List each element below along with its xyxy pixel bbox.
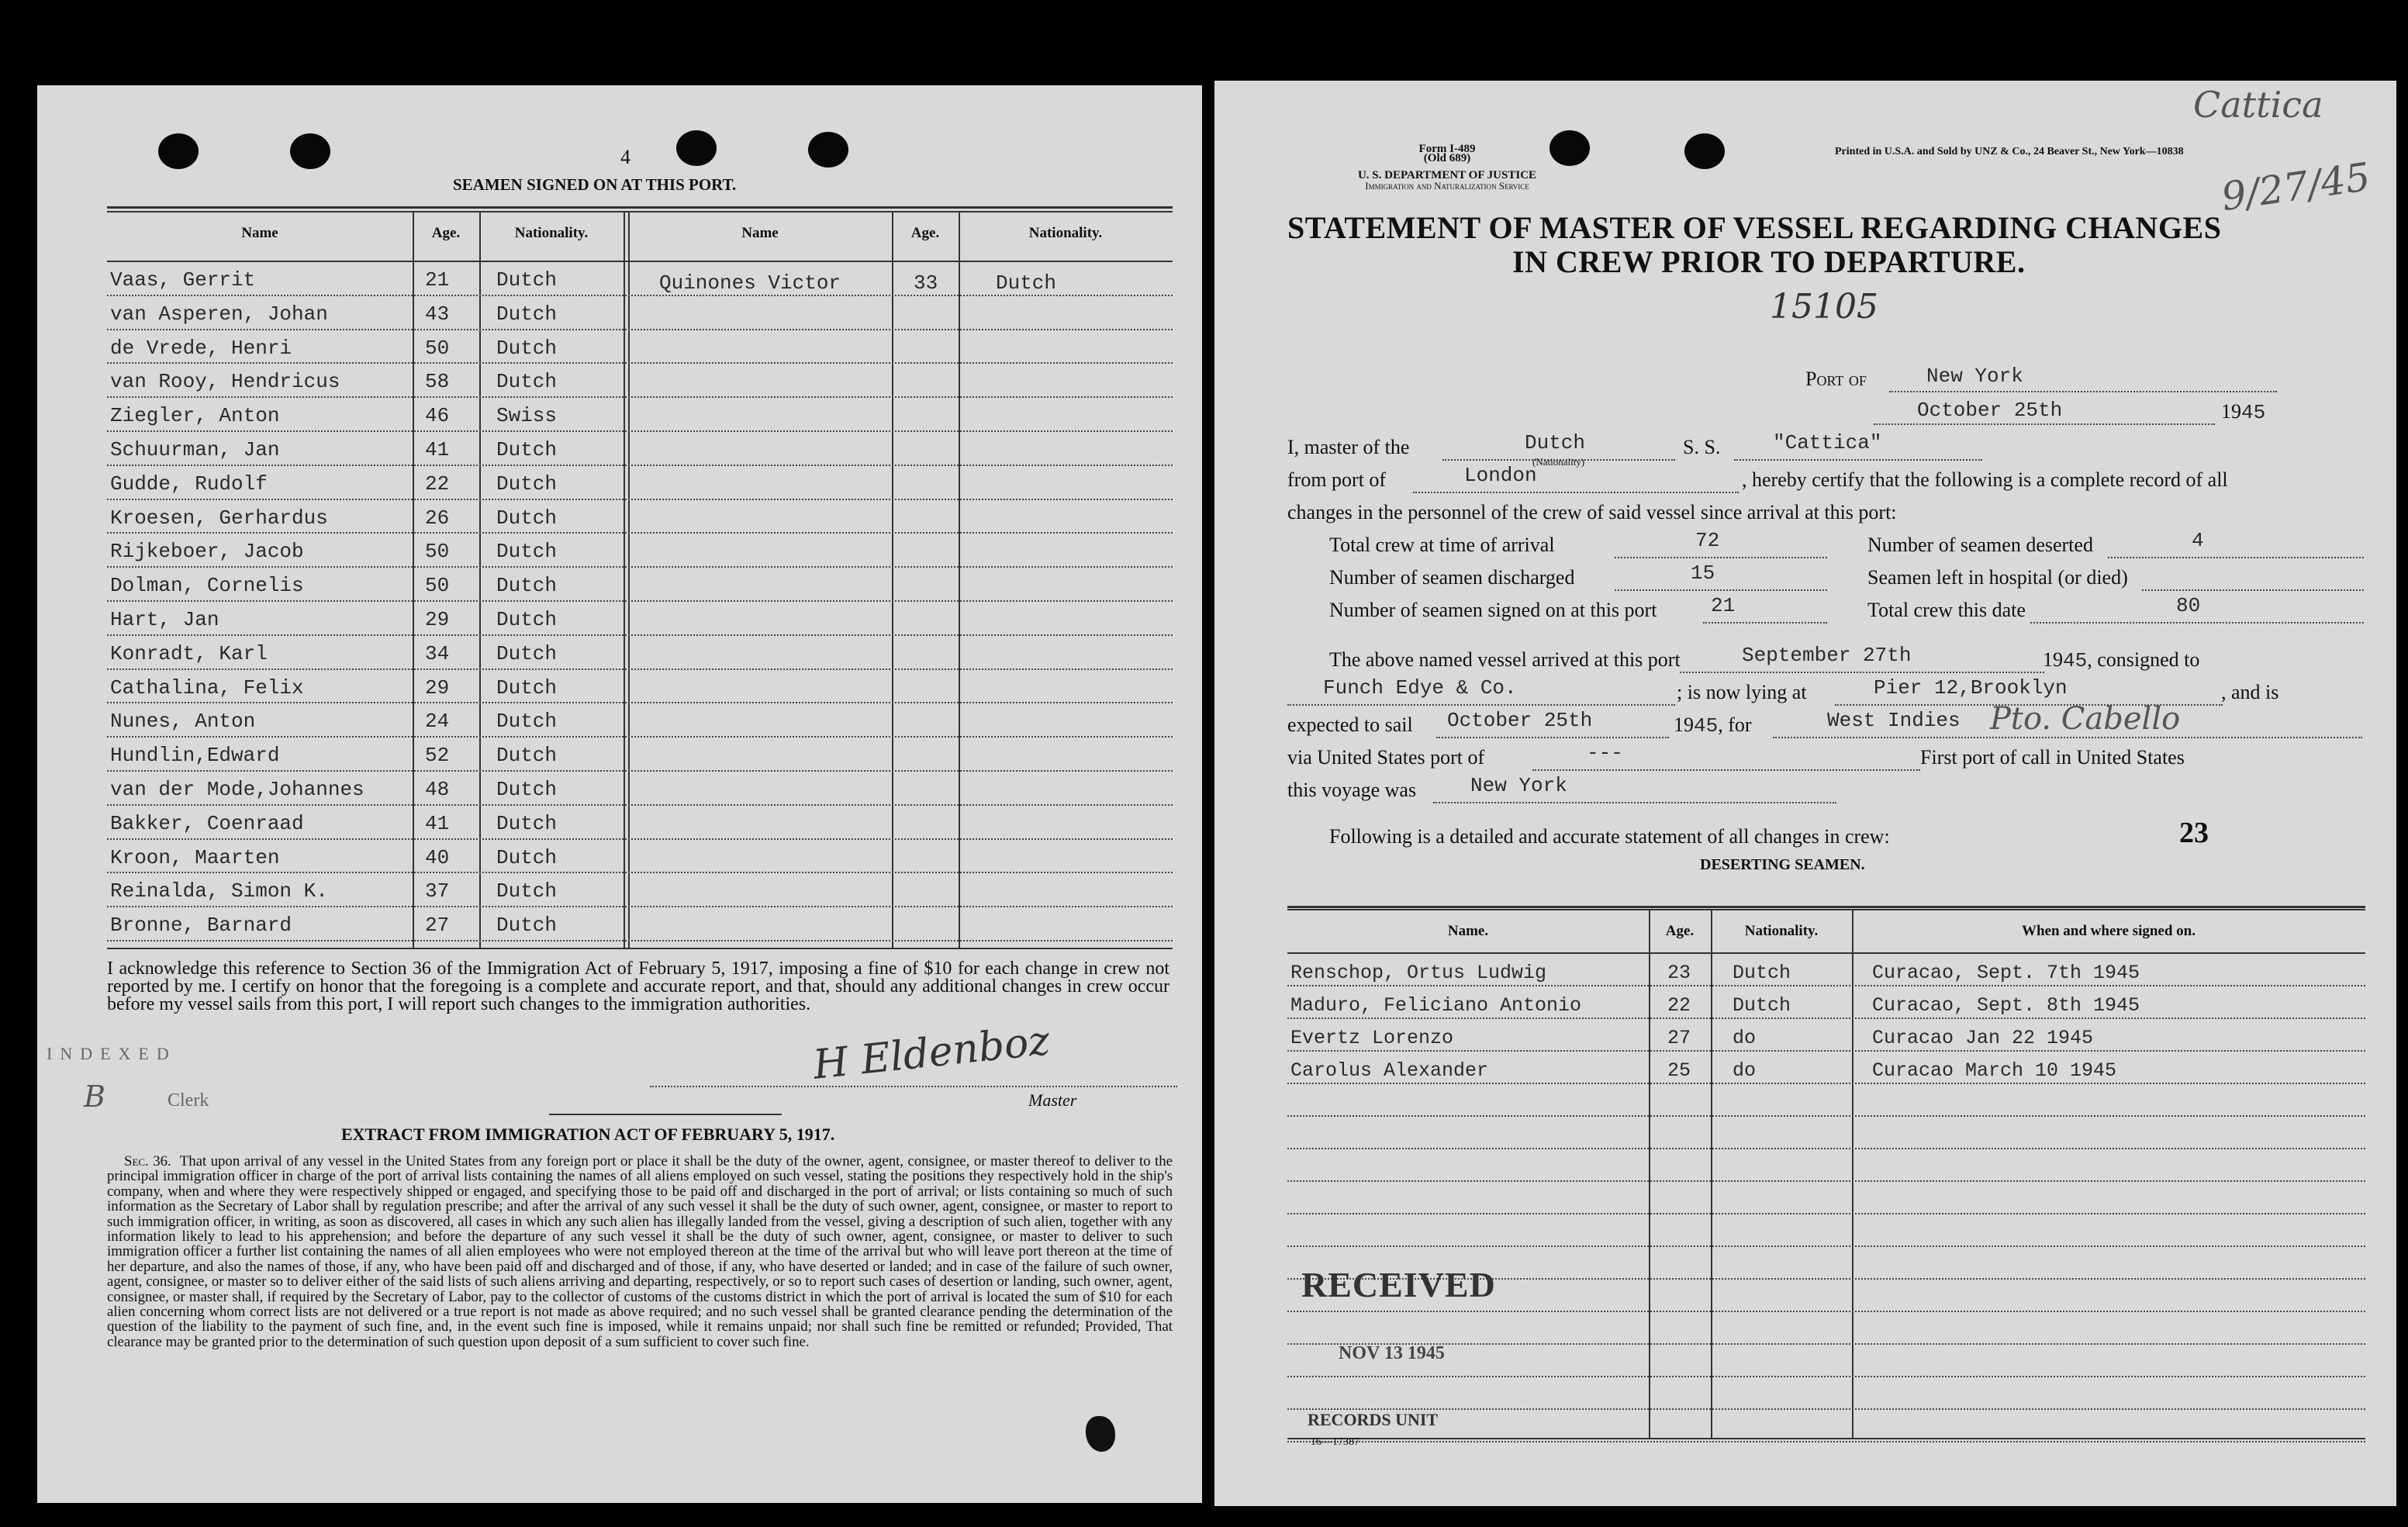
seaman-name: Cathalina, Felix <box>110 675 304 700</box>
seaman-nationality: Dutch <box>496 268 558 292</box>
seaman-age: 21 <box>425 268 450 292</box>
column-header: Nationality. <box>514 225 589 241</box>
row-line <box>107 566 1173 568</box>
line <box>1615 557 1827 558</box>
received-date: NOV 13 1945 <box>1339 1343 1445 1363</box>
seaman-age: 52 <box>425 744 450 768</box>
rule <box>107 211 1173 212</box>
deserted-value: 4 <box>2192 529 2204 552</box>
title-line-2: IN CREW PRIOR TO DEPARTURE. <box>1512 244 2026 279</box>
column-header: Nationality. <box>1028 225 1103 241</box>
seaman-age: 40 <box>425 845 450 869</box>
port-label: Port of <box>1805 368 1867 390</box>
handwritten-destination: Pto. Cabello <box>1990 701 2181 737</box>
seaman-age: 46 <box>425 404 450 428</box>
rule <box>1287 1438 2365 1439</box>
binder-hole <box>676 130 717 166</box>
row-line <box>107 702 1173 703</box>
row-line <box>107 668 1173 670</box>
seaman-nationality: Dutch <box>496 608 558 631</box>
via-label: via United States port of <box>1287 746 1485 769</box>
row-line <box>107 396 1173 398</box>
rule <box>1287 909 2365 910</box>
certify-text: , hereby certify that the following is a complete record of all <box>1742 468 2228 491</box>
line <box>2108 557 2364 558</box>
line <box>1615 589 1827 591</box>
row-line <box>107 906 1173 907</box>
sail-year: 45 <box>1694 714 1719 738</box>
discharged-label: Number of seamen discharged <box>1329 566 1575 589</box>
page-number: 4 <box>620 146 631 168</box>
from-port-label: from port of <box>1287 468 1387 491</box>
row-line <box>107 430 1173 432</box>
dept-name: U. S. DEPARTMENT OF JUSTICE <box>1357 169 1537 181</box>
seaman-age: 37 <box>425 879 450 903</box>
arrived-year: 45 <box>2063 649 2088 672</box>
seaman-name: van Asperen, Johan <box>110 302 328 326</box>
ink-blot <box>1086 1416 1115 1452</box>
line <box>1889 391 2277 392</box>
line <box>1734 459 1982 461</box>
seaman-nationality: Dutch <box>496 540 558 564</box>
column-divider <box>1852 910 1854 1438</box>
seaman-name: de Vrede, Henri <box>110 336 292 360</box>
deserter-name: Evertz Lorenzo <box>1290 1027 1454 1049</box>
seaman-nationality: Dutch <box>496 811 558 835</box>
seaman-name: Reinalda, Simon K. <box>110 879 328 903</box>
consigned-label: , consigned to <box>2087 648 2200 671</box>
seaman-nationality: Dutch <box>496 845 558 869</box>
row-line <box>1287 1408 2365 1410</box>
seaman-name: Vaas, Gerrit <box>110 268 256 292</box>
line <box>1680 672 2044 673</box>
rule <box>107 206 1173 209</box>
row-line <box>107 499 1173 500</box>
rule <box>549 1114 782 1115</box>
seaman-age: 43 <box>425 302 450 326</box>
nationality-caption: (Nationality) <box>1532 456 1585 468</box>
column-header: Nationality. <box>1744 923 1819 939</box>
title-line-1: STATEMENT OF MASTER OF VESSEL REGARDING CHANGES <box>1287 210 2222 245</box>
line <box>2030 622 2364 624</box>
seaman-nationality: Dutch <box>496 744 558 768</box>
line <box>1413 492 1739 493</box>
seaman-name: Kroesen, Gerhardus <box>110 506 328 530</box>
binder-hole <box>1684 133 1725 169</box>
row-line <box>107 804 1173 806</box>
binder-hole <box>158 133 199 169</box>
seaman-name: Dolman, Cornelis <box>110 574 304 598</box>
arrival-crew-label: Total crew at time of arrival <box>1329 534 1555 556</box>
deserter-name: Renschop, Ortus Ludwig <box>1290 962 1547 984</box>
discharged-value: 15 <box>1691 561 1715 585</box>
left-title: SEAMEN SIGNED ON AT THIS PORT. <box>453 175 737 194</box>
seaman-age: 50 <box>425 540 450 564</box>
consignee: Funch Edye & Co. <box>1323 676 1517 700</box>
row-line <box>107 736 1173 738</box>
ship-name: "Cattica" <box>1773 431 1882 454</box>
row-line <box>1287 1213 2365 1214</box>
seaman-nationality: Dutch <box>496 302 558 326</box>
seaman-nationality: Dutch <box>496 710 558 734</box>
line <box>2142 589 2364 591</box>
from-port-value: London <box>1464 464 1537 487</box>
deserter-nationality: do <box>1733 1027 1757 1049</box>
column-header: Age. <box>431 225 461 241</box>
row-line <box>1287 1180 2365 1182</box>
seaman-age: 50 <box>425 336 450 360</box>
seaman-age: 48 <box>425 778 450 801</box>
arrival-crew-value: 72 <box>1695 529 1720 552</box>
binder-hole <box>290 133 330 169</box>
arrived-date: September 27th <box>1742 644 1912 667</box>
acknowledgement: I acknowledge this reference to Section 36 of the Immigration Act of February 5, 1917, imposing a fine of $10 for each change in crew not reported by me. I certify on honor that the foregoing is a complete and accurate report, and that, should any additional changes in crew occur before my vessel sails from this port, I will report such changes to the immigration authorities. <box>107 959 1169 1014</box>
seaman-nationality: Dutch <box>496 879 558 903</box>
form-header <box>1370 144 1525 163</box>
rule <box>1287 906 2365 908</box>
ss-label: S. S. <box>1683 436 1721 458</box>
seaman-age: 29 <box>425 608 450 631</box>
row-line <box>1287 1343 2365 1345</box>
form-number: Form I-489 <box>1418 143 1476 155</box>
sail-date: October 25th <box>1447 709 1593 732</box>
seaman-age: 34 <box>425 641 450 665</box>
deserter-signed-on: Curacao, Sept. 7th 1945 <box>1872 962 2140 984</box>
nationality-value: Dutch <box>1525 431 1586 454</box>
column-header: When and where signed on. <box>2021 923 2196 939</box>
row-line <box>1287 1148 2365 1149</box>
binder-hole <box>1549 130 1590 166</box>
form-old: (Old 689) <box>1423 152 1471 164</box>
certify-text-2: changes in the personnel of the crew of said vessel since arrival at this port: <box>1287 501 1897 523</box>
seaman-age: 26 <box>425 506 450 530</box>
footer-code: 16—17387 <box>1311 1436 1359 1448</box>
voyage-value: New York <box>1470 774 1567 797</box>
row-line <box>1287 1017 2365 1019</box>
file-number: 15105 <box>1770 287 1878 326</box>
seaman-name: van Rooy, Hendricus <box>110 370 340 394</box>
year-prefix: 19 <box>2221 400 2241 423</box>
hospital-label: Seamen left in hospital (or died) <box>1867 566 2128 589</box>
column-header: Age. <box>910 225 940 241</box>
signed-on-label: Number of seamen signed on at this port <box>1329 599 1657 621</box>
handwritten-date: 9/27/45 <box>2218 154 2373 220</box>
row-line <box>1287 1083 2365 1084</box>
seaman-nationality: Dutch <box>496 914 558 938</box>
row-line <box>1287 1245 2365 1247</box>
expected-label: expected to sail <box>1287 713 1413 736</box>
printed-by: Printed in U.S.A. and Sold by UNZ & Co., 24 Beaver St., New York—10838 <box>1835 146 2184 157</box>
row-line <box>1287 1441 2365 1442</box>
lying-at: Pier 12,Brooklyn <box>1874 676 2068 700</box>
line <box>1773 737 2362 738</box>
seaman-age: 22 <box>425 472 450 496</box>
deserter-nationality: Dutch <box>1733 994 1791 1017</box>
master-of-label: I, master of the <box>1287 436 1410 458</box>
seaman-nationality: Dutch <box>496 574 558 598</box>
master-signature: H Eldenboz <box>810 1017 1052 1089</box>
arrived-label: The above named vessel arrived at this port <box>1329 648 1681 671</box>
via-value: --- <box>1587 741 1623 765</box>
extract-text <box>107 1154 1173 1349</box>
extract-title: EXTRACT FROM IMMIGRATION ACT OF FEBRUARY 5, 1917. <box>341 1125 835 1144</box>
binder-hole <box>808 132 848 168</box>
line <box>1532 769 1920 771</box>
line <box>1287 704 1675 706</box>
port-value: New York <box>1926 364 2023 388</box>
deserter-age: 23 <box>1667 962 1691 984</box>
seaman-nationality: Dutch <box>496 472 558 496</box>
first-port-label: First port of call in United States <box>1920 746 2185 769</box>
row-line <box>107 295 1173 296</box>
row-line <box>1287 985 2365 986</box>
deserter-signed-on: Curacao Jan 22 1945 <box>1872 1027 2094 1049</box>
seaman-nationality: Dutch <box>496 641 558 665</box>
records-unit-stamp: RECORDS UNIT <box>1308 1410 1439 1429</box>
seaman-age: 58 <box>425 370 450 394</box>
line <box>1433 802 1836 803</box>
seaman-name: Ziegler, Anton <box>110 404 280 428</box>
deserted-label: Number of seamen deserted <box>1867 534 2093 556</box>
seaman-name: Gudde, Rudolf <box>110 472 268 496</box>
column-header: Age. <box>1665 923 1695 939</box>
row-line <box>1287 1115 2365 1117</box>
seaman-name: Konradt, Karl <box>110 641 268 665</box>
signed-on-value: 21 <box>1711 594 1736 617</box>
seaman-name: Nunes, Anton <box>110 710 256 734</box>
row-line <box>107 940 1173 941</box>
row-line <box>107 600 1173 602</box>
seaman-name: Hart, Jan <box>110 608 219 631</box>
line <box>1436 737 1669 738</box>
voyage-label: this voyage was <box>1287 779 1417 801</box>
deserting-title: DESERTING SEAMEN. <box>1700 856 1865 873</box>
master-label: Master <box>1028 1090 1077 1110</box>
right-page: Form I-489 (Old 689) U. S. DEPARTMENT OF JUSTICE Immigration and Naturalization Service Printed in U.S.A. and Sold by UNZ & Co., 24 Beaver St., New York—10838 Cattica 9/27/45 STATEMENT OF MASTER OF VESSEL REGARDING CHANGES IN CREW PRIOR TO DEPARTURE. 15105 Port of New York October 25th 1945 I, master of the Dutch (Nationality) S. S. "Cattica" from port of London , hereby certify that the following is a complete record of all changes in the personnel of the crew of said vessel since arrival at this port: Total crew at time of arrival 72 Number of seamen discharged 15 Number of seamen signed on at this port 21 Number of seamen deserted 4 Seamen left in hospital (or died) Total crew this date 80 The above named vessel arrived at this port September 27th 1945, consigned to Funch Edye & Co. ; is now lying at Pier 12,Brooklyn , and is expected to sail October 25th 1945, for West Indies Pto. Cabello via United States port of --- First port of call in United States this voyage was New York Following is a detailed and accurate statement of all changes in crew: 23 DESERTING SEAMEN. Name. Age. Nationality. When and where signed on. Renschop, Ortus Ludwig 23 Dutch Curacao, Sept. 7th 1945 Maduro, Feliciano Antonio 22 Dutch Curacao, Sept. 8th 1945 Evertz Lorenzo 27 do Curacao Jan 22 1945 Carolus Alexander 25 do Curacao March 10 1945 RECEIVED NOV 13 1945 RECORDS UNIT 16—17387 <box>1214 81 2396 1506</box>
deserter-name: Carolus Alexander <box>1290 1059 1489 1082</box>
column-divider <box>1711 910 1712 1438</box>
seaman-name: Bakker, Coenraad <box>110 811 304 835</box>
deserter-age: 27 <box>1667 1027 1691 1049</box>
row-line <box>107 329 1173 330</box>
deserter-nationality: Dutch <box>1733 962 1791 984</box>
indexed-stamp: INDEXED <box>47 1044 177 1063</box>
seaman-nationality: Swiss <box>496 404 558 428</box>
row-line <box>1287 1311 2365 1312</box>
and-is: , and is <box>2221 681 2279 703</box>
row-line <box>107 838 1173 840</box>
total-crew-date-value: 80 <box>2176 594 2201 617</box>
following-text: Following is a detailed and accurate statement of all changes in crew: <box>1329 825 1890 848</box>
seaman-age: 41 <box>425 438 450 461</box>
rule <box>1287 952 2365 954</box>
seaman-nationality: Dutch <box>496 675 558 700</box>
seaman-name: van der Mode,Johannes <box>110 778 364 801</box>
clerk-label: Clerk <box>168 1090 209 1111</box>
seaman-age: 41 <box>425 811 450 835</box>
seaman-name: Kroon, Maarten <box>110 845 280 869</box>
extract-body: That upon arrival of any vessel in the United States from any foreign port or place it shall be the duty of the owner, agent, consignee, or master thereof to deliver to the principal immigration officer in charge of the port of arrival lists containing the names of all aliens employed on such vessel, stating the positions they respectively hold in the ship's company, when and where they were respectively shipped or engaged, and specifying those to be paid off and discharged in the port of arrival; or lists containing so much of such information as the Secretary of Labor shall by regulation prescribe; and after the arrival of any such vessel it shall be the duty of such owner, agent, consignee, or master to report to such immigration officer, in writing, as soon as discovered, all cases in which any such alien has illegally landed from the vessel, giving a description of such alien, together with any information likely to lead to his apprehension; and before the departure of any such vessel it shall be the duty of such owner, agent, consignee, or master to deliver to such immigration officer a further list containing the names of all alien employees who were not employed thereon at the time of the arrival but who will leave port thereon at the time of her departure, and also the names of those, if any, who have been paid off and discharged and of those, if any, who have deserted or landed; and in case of the failure of such owner, agent, consignee, or master so to deliver either of the said lists of such aliens arriving and departing, respectively, or so to report such cases of desertion or landing, such owner, agent, consignee, or master shall, if required by the Secretary of Labor, pay to the collector of customs of the customs district in which the port of arrival is located the sum of $10 for each alien concerning whom correct lists are not delivered or a true report is not made as above required; and no such vessel shall be granted clearance pending the determination of the question of the liability to the payment of such fine, and, in the event such fine is imposed, while it remains unpaid; nor shall such fine be remitted or refunded; Provided, That clearance may be granted prior to the determination of such question upon deposit of a sum sufficient to cover such fine. <box>107 1153 1173 1350</box>
seaman-nationality: Dutch <box>996 271 1057 295</box>
destination: West Indies <box>1827 709 1961 732</box>
deserter-signed-on: Curacao March 10 1945 <box>1872 1059 2117 1082</box>
row-line <box>107 465 1173 466</box>
seaman-age: 50 <box>425 574 450 598</box>
column-header: Name <box>241 225 278 241</box>
line <box>1703 622 1827 624</box>
deserter-nationality: do <box>1733 1059 1757 1082</box>
lying-label: ; is now lying at <box>1677 681 1807 703</box>
seaman-nationality: Dutch <box>496 778 558 801</box>
seaman-name: Rijkeboer, Jacob <box>110 540 304 564</box>
seaman-nationality: Dutch <box>496 438 558 461</box>
service-name: Immigration and Naturalization Service <box>1365 180 1529 192</box>
row-line <box>107 532 1173 534</box>
seaman-nationality: Dutch <box>496 370 558 394</box>
seaman-age: 29 <box>425 675 450 700</box>
date-value: October 25th <box>1917 399 2063 422</box>
seaman-age: 24 <box>425 710 450 734</box>
change-count: 23 <box>2179 817 2209 849</box>
rule <box>107 948 1173 949</box>
handwritten-ship: Cattica <box>2193 84 2323 126</box>
for-label: , for <box>1718 713 1752 736</box>
signature-line <box>650 1086 1177 1087</box>
seaman-age: 33 <box>914 271 938 295</box>
seaman-nationality: Dutch <box>496 506 558 530</box>
deserter-age: 25 <box>1667 1059 1691 1082</box>
seaman-name: Quinones Victor <box>659 271 841 295</box>
total-crew-date-label: Total crew this date <box>1867 599 2026 621</box>
seaman-nationality: Dutch <box>496 336 558 360</box>
seaman-age: 27 <box>425 914 450 938</box>
row-line <box>107 770 1173 772</box>
column-divider <box>1649 910 1650 1438</box>
deserter-age: 22 <box>1667 994 1691 1017</box>
row-line <box>1287 1376 2365 1377</box>
row-line <box>107 634 1173 636</box>
seaman-name: Bronne, Barnard <box>110 914 292 938</box>
left-page <box>37 85 1202 1503</box>
row-line <box>107 362 1173 364</box>
column-header: Name. <box>1447 923 1489 939</box>
year-value: 45 <box>2241 401 2266 424</box>
seaman-name: Schuurman, Jan <box>110 438 280 461</box>
seaman-name: Hundlin,Edward <box>110 744 280 768</box>
line <box>1874 423 2215 425</box>
section-label: Sec. 36. <box>124 1153 171 1169</box>
received-stamp: RECEIVED <box>1301 1265 1496 1304</box>
deserter-name: Maduro, Feliciano Antonio <box>1290 994 1582 1017</box>
row-line <box>1287 1050 2365 1052</box>
deserter-signed-on: Curacao, Sept. 8th 1945 <box>1872 994 2140 1017</box>
rule <box>107 261 1173 262</box>
row-line <box>107 872 1173 873</box>
clerk-initials: B <box>84 1080 105 1114</box>
column-header: Name <box>741 225 779 241</box>
